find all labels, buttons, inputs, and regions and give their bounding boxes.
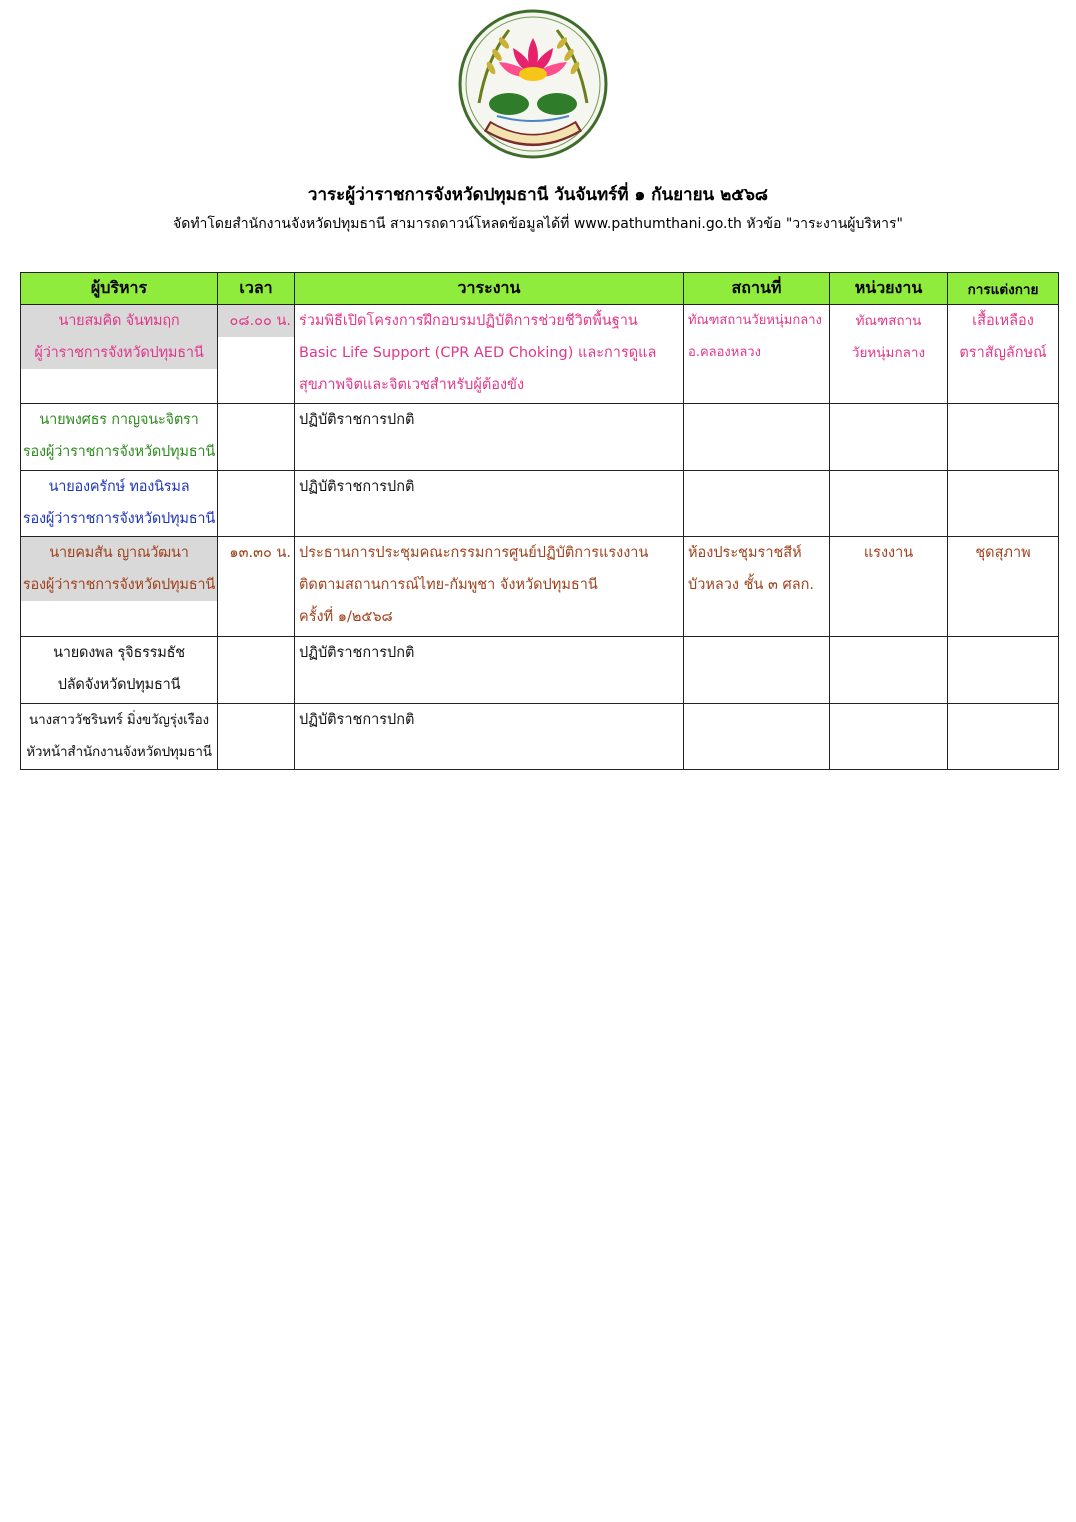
- col-header-time: เวลา: [218, 273, 295, 305]
- dress-cell: [948, 704, 1059, 770]
- time-cell: [218, 404, 295, 471]
- dress-cell: [948, 404, 1059, 471]
- agenda-cell: [295, 305, 684, 404]
- table-row: [21, 305, 1059, 404]
- table-row: [21, 537, 1059, 637]
- table-row: [21, 404, 1059, 471]
- page-subtitle: จัดทำโดยสำนักงานจังหวัดปทุมธานี สามารถดาวน์โหลดข้อมูลได้ที่ www.pathumthani.go.th หัวข้อ "วาระงานผู้บริหาร": [173, 216, 903, 232]
- agency-cell: [830, 637, 948, 704]
- agency-line: วัยหนุ่มกลาง: [851, 345, 926, 361]
- agency-cell: [830, 404, 948, 471]
- time-cell: [218, 471, 295, 537]
- agenda-cell: [295, 704, 684, 770]
- executive-cell: [21, 305, 218, 404]
- executive-name: นางสาววัชรินทร์ มิ่งขวัญรุ่งเรือง: [29, 712, 209, 728]
- agenda-line: ร่วมพิธีเปิดโครงการฝึกอบรมปฏิบัติการช่วยชีวิตพื้นฐาน: [299, 313, 638, 329]
- dress-cell: [948, 637, 1059, 704]
- executive-cell: [21, 637, 218, 704]
- agency-cell: [830, 305, 948, 404]
- executive-cell: [21, 404, 218, 471]
- agency-cell: [830, 471, 948, 537]
- place-cell: [684, 537, 830, 637]
- agenda-line: ครั้งที่ ๑/๒๕๖๘: [299, 609, 393, 625]
- executive-name: นายคมสัน ญาณวัฒนา: [21, 537, 217, 569]
- table-row: [21, 637, 1059, 704]
- table-row: [21, 704, 1059, 770]
- place-cell: [684, 404, 830, 471]
- place-line: อ.คลองหลวง: [688, 345, 761, 360]
- agency-line: ทัณฑสถาน: [855, 313, 922, 329]
- dress-cell: [948, 471, 1059, 537]
- table-row: [21, 471, 1059, 537]
- dress-line: ชุดสุภาพ: [975, 545, 1031, 561]
- executive-cell: [21, 537, 218, 637]
- dress-line: เสื้อเหลือง: [972, 313, 1034, 329]
- executive-cell: [21, 471, 218, 537]
- agenda-line: ปฏิบัติราชการปกติ: [299, 645, 415, 661]
- table-header-row: [21, 273, 1059, 305]
- executive-position: หัวหน้าสำนักงานจังหวัดปทุมธานี: [26, 744, 212, 760]
- agency-line: แรงงาน: [863, 545, 914, 561]
- executive-position: รองผู้ว่าราชการจังหวัดปทุมธานี: [21, 569, 217, 601]
- executive-position: ปลัดจังหวัดปทุมธานี: [57, 677, 181, 693]
- executive-name: นายองครักษ์ ทองนิรมล: [48, 479, 190, 495]
- time-cell: [218, 537, 295, 637]
- time-value: ๑๓.๓๐ น.: [229, 545, 291, 561]
- agenda-cell: [295, 537, 684, 637]
- place-line: บัวหลวง ชั้น ๓ ศลก.: [688, 577, 814, 593]
- agency-cell: [830, 704, 948, 770]
- agenda-line: Basic Life Support (CPR AED Choking) และการดูแล: [299, 345, 657, 361]
- agenda-line: ปฏิบัติราชการปกติ: [299, 479, 415, 495]
- agenda-line: ปฏิบัติราชการปกติ: [299, 412, 415, 428]
- agenda-cell: [295, 471, 684, 537]
- provincial-seal: [457, 8, 609, 160]
- col-header-agency: หน่วยงาน: [830, 273, 948, 305]
- dress-cell: [948, 537, 1059, 637]
- agency-cell: [830, 537, 948, 637]
- agenda-cell: [295, 637, 684, 704]
- agenda-table: [20, 272, 1059, 770]
- col-header-executive: ผู้บริหาร: [21, 273, 218, 305]
- place-cell: [684, 471, 830, 537]
- time-cell: [218, 637, 295, 704]
- time-cell: [218, 704, 295, 770]
- executive-name: นายดงพล รุจิธรรมธัช: [53, 645, 185, 661]
- agenda-line: ปฏิบัติราชการปกติ: [299, 712, 415, 728]
- agenda-cell: [295, 404, 684, 471]
- agenda-line: ประธานการประชุมคณะกรรมการศูนย์ปฏิบัติการแรงงาน: [299, 545, 649, 561]
- executive-name: นายพงศธร กาญจนะจิตรา: [39, 412, 199, 428]
- col-header-agenda: วาระงาน: [295, 273, 684, 305]
- executive-position: รองผู้ว่าราชการจังหวัดปทุมธานี: [22, 511, 216, 527]
- time-value: ๐๘.๐๐ น.: [218, 305, 294, 337]
- executive-position: ผู้ว่าราชการจังหวัดปทุมธานี: [21, 337, 217, 369]
- executive-name: นายสมคิด จันทมฤก: [21, 305, 217, 337]
- page-title: วาระผู้ว่าราชการจังหวัดปทุมธานี วันจันทร์ที่ ๑ กันยายน ๒๕๖๘: [307, 185, 769, 205]
- place-cell: [684, 305, 830, 404]
- place-cell: [684, 704, 830, 770]
- place-cell: [684, 637, 830, 704]
- col-header-dress: การแต่งกาย: [948, 273, 1059, 305]
- executive-position: รองผู้ว่าราชการจังหวัดปทุมธานี: [22, 444, 216, 460]
- dress-line: ตราสัญลักษณ์: [959, 345, 1047, 361]
- col-header-place: สถานที่: [684, 273, 830, 305]
- agenda-line: ติดตามสถานการณ์ไทย-กัมพูชา จังหวัดปทุมธานี: [299, 577, 598, 593]
- executive-cell: [21, 704, 218, 770]
- time-cell: [218, 305, 295, 404]
- place-line: ทัณฑสถานวัยหนุ่มกลาง: [688, 313, 822, 328]
- dress-cell: [948, 305, 1059, 404]
- agenda-line: สุขภาพจิตและจิตเวชสำหรับผู้ต้องขัง: [299, 377, 525, 393]
- place-line: ห้องประชุมราชสีห์: [688, 545, 802, 561]
